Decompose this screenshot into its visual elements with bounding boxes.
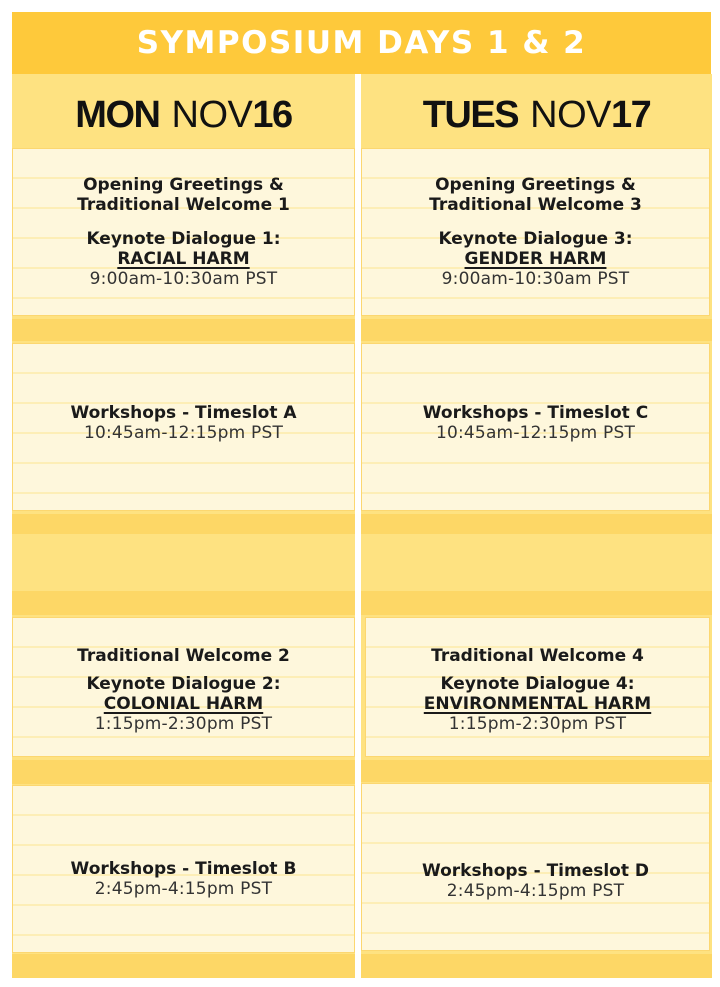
day-column-tues <box>361 74 712 978</box>
weekday: TUES <box>422 94 519 136</box>
session-card <box>361 783 710 951</box>
session-time: 10:45am-12:15pm PST <box>435 423 636 443</box>
session-card <box>361 148 710 316</box>
keynote-topic: GENDER HARM <box>464 249 607 269</box>
workshop-title: Workshops - Timeslot A <box>70 403 297 423</box>
session-line: Traditional Welcome 1 <box>77 195 290 215</box>
divider-band <box>12 591 355 615</box>
divider-band <box>12 954 355 978</box>
session-card <box>365 617 710 757</box>
session-line: Traditional Welcome 2 <box>77 646 290 666</box>
session-time: 1:15pm-2:30pm PST <box>448 714 627 734</box>
session-time: 9:00am-10:30am PST <box>441 269 630 289</box>
workshop-title: Workshops - Timeslot C <box>422 403 649 423</box>
keynote-topic: RACIAL HARM <box>117 249 250 269</box>
keynote-topic: COLONIAL HARM <box>103 694 264 714</box>
keynote-label: Keynote Dialogue 2: <box>86 674 281 694</box>
date: 17 <box>611 94 651 136</box>
divider-band <box>361 954 712 978</box>
day-column-mon <box>12 74 355 978</box>
session-time: 2:45pm-4:15pm PST <box>94 879 273 899</box>
divider-band <box>361 591 712 615</box>
divider-band <box>12 514 355 534</box>
session-card <box>12 617 355 757</box>
banner-title: SYMPOSIUM DAYS 1 & 2 <box>136 25 587 61</box>
divider-band <box>12 760 355 784</box>
keynote-label: Keynote Dialogue 4: <box>440 674 635 694</box>
keynote-label: Keynote Dialogue 3: <box>438 229 633 249</box>
session-time: 1:15pm-2:30pm PST <box>94 714 273 734</box>
divider-band <box>361 514 712 534</box>
session-line: Opening Greetings & <box>435 175 636 195</box>
divider-band <box>12 319 355 341</box>
weekday: MON <box>75 94 160 136</box>
session-line: Opening Greetings & <box>83 175 284 195</box>
session-card <box>12 343 355 511</box>
session-time: 10:45am-12:15pm PST <box>83 423 284 443</box>
session-card <box>12 148 355 316</box>
keynote-label: Keynote Dialogue 1: <box>86 229 281 249</box>
session-card <box>361 343 710 511</box>
month: NOV <box>171 94 253 136</box>
session-time: 2:45pm-4:15pm PST <box>446 881 625 901</box>
day-header-tues <box>361 92 712 137</box>
day-header-mon <box>12 92 355 137</box>
divider-band <box>361 319 712 341</box>
workshop-title: Workshops - Timeslot B <box>70 859 297 879</box>
session-line: Traditional Welcome 3 <box>429 195 642 215</box>
month: NOV <box>530 94 612 136</box>
title-banner <box>12 12 711 74</box>
divider-band <box>361 760 712 782</box>
date: 16 <box>252 94 292 136</box>
session-time: 9:00am-10:30am PST <box>89 269 278 289</box>
keynote-topic: ENVIRONMENTAL HARM <box>423 694 652 714</box>
session-card <box>12 785 355 953</box>
session-line: Traditional Welcome 4 <box>431 646 644 666</box>
workshop-title: Workshops - Timeslot D <box>421 861 650 881</box>
